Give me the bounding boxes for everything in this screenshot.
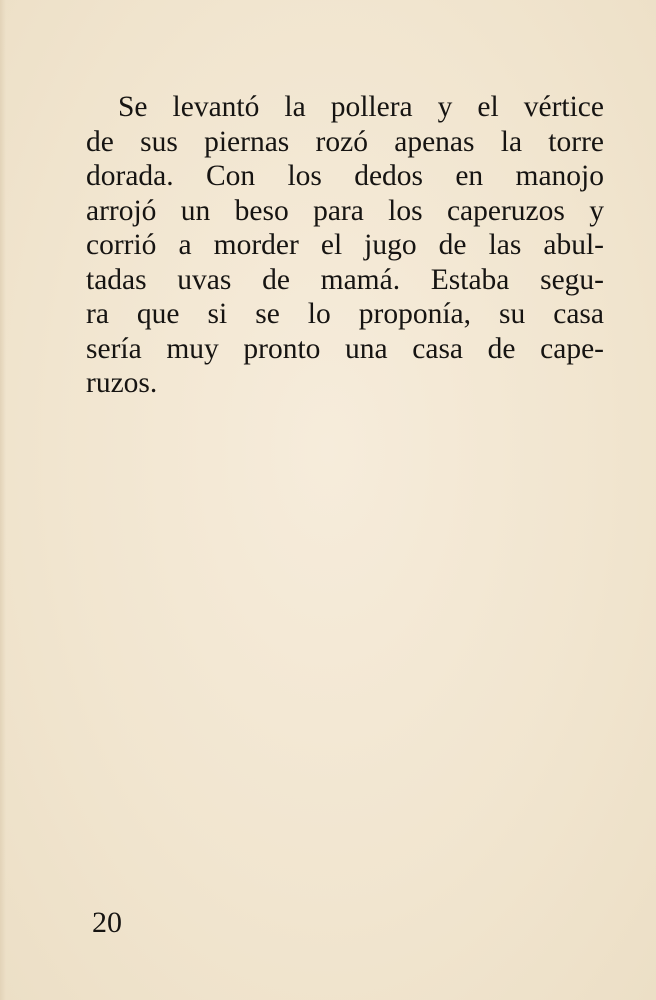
body-paragraph [86,90,604,401]
paragraph-line: tadas uvas de mamá. Estaba segu- [86,263,604,296]
paragraph-line: ruzos. [86,367,158,399]
paragraph-line: Se levantó la pollera y el vértice [118,91,604,123]
paragraph-line: dorada. Con los dedos en manojo [86,160,604,192]
paragraph-line: de sus piernas rozó apenas la torre [86,125,604,158]
paragraph-line: sería muy pronto una casa de cape- [86,332,604,365]
page-number: 20 [92,906,122,939]
paragraph-line: arrojó un beso para los caperuzos y [86,194,604,227]
paragraph-line: corrió a morder el jugo de las abul- [86,229,604,261]
page-edge-shadow [0,0,6,1000]
paragraph-line: ra que si se lo proponía, su casa [86,298,604,330]
